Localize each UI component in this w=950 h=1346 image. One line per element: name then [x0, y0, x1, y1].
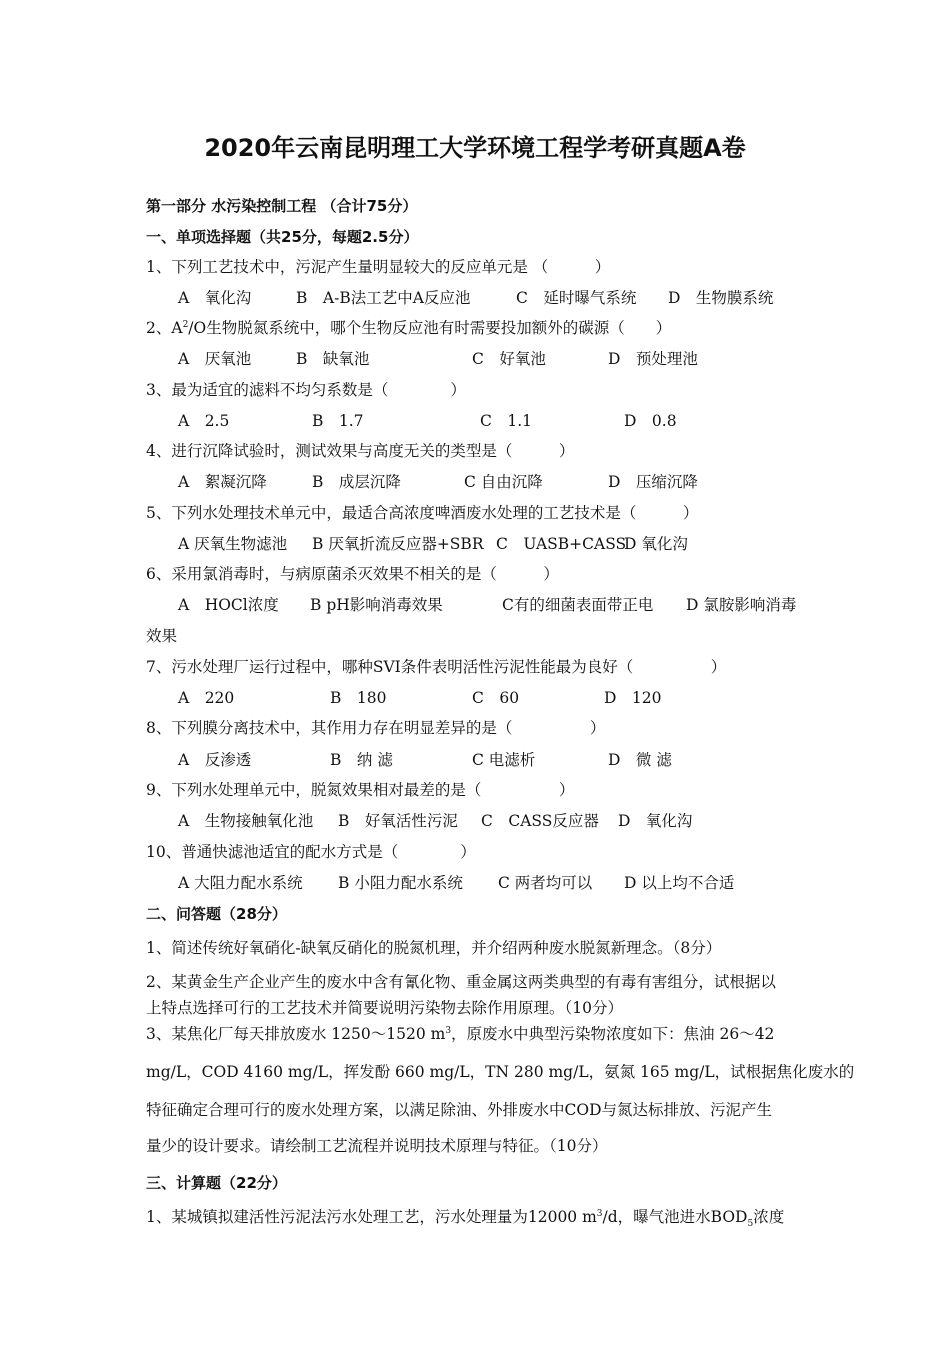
option-10d: D 以上均不合适: [624, 874, 735, 892]
option-6c: C有的细菌表面带正电: [502, 596, 654, 614]
option-1a: A 氧化沟: [178, 289, 252, 307]
option-5c: C UASB+CASS: [496, 535, 627, 553]
option-10a: A 大阻力配水系统: [178, 874, 303, 892]
option-5a: A 厌氧生物滤池: [178, 535, 288, 553]
option-2d: D 预处理池: [608, 350, 698, 368]
option-3a: A 2.5: [178, 412, 230, 430]
option-1d: D 生物膜系统: [668, 289, 774, 307]
question-1: 1、下列工艺技术中，污泥产生量明显较大的反应单元是 （ ）: [146, 258, 611, 276]
question-3: 3、最为适宜的滤料不均匀系数是（ ）: [146, 381, 466, 399]
section-heading-calc: 三、计算题（22分）: [146, 1174, 287, 1192]
option-7c: C 60: [472, 689, 520, 707]
calc-question-1: 1、某城镇拟建活性污泥法污水处理工艺，污水处理量为12000 $m^3/d$，曝气池进水$BOD_5$浓度: [146, 1208, 785, 1230]
option-4b: B 成层沉降: [312, 473, 401, 491]
option-6b: B pH影响消毒效果: [310, 596, 443, 614]
option-7a: A 220: [178, 689, 235, 707]
qa-question-3-line2: mg/L，COD 4160 mg/L，挥发酚 660 mg/L，TN 280 mg/L，氨氮 165 mg/L，试根据焦化废水的: [146, 1063, 855, 1081]
section-heading-qa: 二、问答题（28分）: [146, 905, 287, 923]
option-1b: B A-B法工艺中A反应池: [296, 289, 471, 307]
option-5b: B 厌氧折流反应器+SBR: [312, 535, 484, 553]
option-7d: D 120: [604, 689, 662, 707]
option-10b: B 小阻力配水系统: [338, 874, 463, 892]
option-10c: C 两者均可以: [498, 874, 593, 892]
option-2b: B 缺氧池: [296, 350, 370, 368]
option-8d: D 微 滤: [608, 751, 672, 769]
question-8: 8、下列膜分离技术中，其作用力存在明显差异的是（ ）: [146, 719, 606, 737]
part-heading: 第一部分 水污染控制工程 （合计75分）: [146, 197, 418, 215]
option-5d: D 氧化沟: [624, 535, 688, 553]
question-2: 2、$A^2/O$生物脱氮系统中，哪个生物反应池有时需要投加额外的碳源（ ）: [146, 319, 672, 337]
option-8b: B 纳 滤: [330, 751, 393, 769]
option-3b: B 1.7: [312, 412, 364, 430]
option-9a: A 生物接触氧化池: [178, 812, 314, 830]
option-4a: A 絮凝沉降: [178, 473, 267, 491]
question-5: 5、下列水处理技术单元中，最适合高浓度啤酒废水处理的工艺技术是（ ）: [146, 504, 699, 522]
option-1c: C 延时曝气系统: [516, 289, 637, 307]
option-9c: C CASS反应器: [481, 812, 599, 830]
question-7: 7、污水处理厂运行过程中，哪种SVI条件表明活性污泥性能最为良好（ ）: [146, 658, 727, 676]
qa-question-3-line3: 特征确定合理可行的废水处理方案，以满足除油、外排废水中COD与氮达标排放、污泥产生: [146, 1101, 772, 1119]
question-6: 6、采用氯消毒时，与病原菌杀灭效果不相关的是（ ）: [146, 565, 559, 583]
qa-question-3-line4: 量少的设计要求。请绘制工艺流程并说明技术原理与特征。（10分）: [146, 1137, 608, 1155]
option-3c: C 1.1: [480, 412, 533, 430]
option-8c: C 电滤析: [472, 751, 536, 769]
question-6-continuation: 效果: [146, 627, 178, 645]
option-9d: D 氧化沟: [618, 812, 693, 830]
page-title: 2020年云南昆明理工大学环境工程学考研真题A卷: [204, 134, 746, 162]
option-6d: D 氯胺影响消毒: [686, 596, 797, 614]
qa-question-2-line1: 2、某黄金生产企业产生的废水中含有氰化物、重金属这两类典型的有毒有害组分，试根据以: [146, 973, 776, 991]
option-8a: A 反渗透: [178, 751, 252, 769]
option-2c: C 好氧池: [472, 350, 546, 368]
question-4: 4、进行沉降试验时，测试效果与高度无关的类型是（ ）: [146, 442, 575, 460]
option-3d: D 0.8: [624, 412, 677, 430]
question-9: 9、下列水处理单元中，脱氮效果相对最差的是（ ）: [146, 781, 575, 799]
option-4d: D 压缩沉降: [608, 473, 698, 491]
section-heading-mcq: 一、单项选择题（共25分，每题2.5分）: [146, 228, 419, 246]
qa-question-1: 1、简述传统好氧硝化-缺氧反硝化的脱氮机理，并介绍两种废水脱氮新理念。（8分）: [146, 939, 722, 957]
option-6a: A HOCl浓度: [178, 596, 279, 614]
question-10: 10、普通快滤池适宜的配水方式是（ ）: [146, 843, 476, 861]
qa-question-2-line2: 上特点选择可行的工艺技术并简要说明污染物去除作用原理。（10分）: [146, 999, 623, 1017]
option-7b: B 180: [330, 689, 387, 707]
option-2a: A 厌氧池: [178, 350, 252, 368]
option-4c: C 自由沉降: [464, 473, 543, 491]
option-9b: B 好氧活性污泥: [338, 812, 458, 830]
qa-question-3-line1: 3、某焦化厂每天排放废水 1250～1520 $m^3$，原废水中典型污染物浓度如下：焦油 26～42: [146, 1025, 775, 1043]
